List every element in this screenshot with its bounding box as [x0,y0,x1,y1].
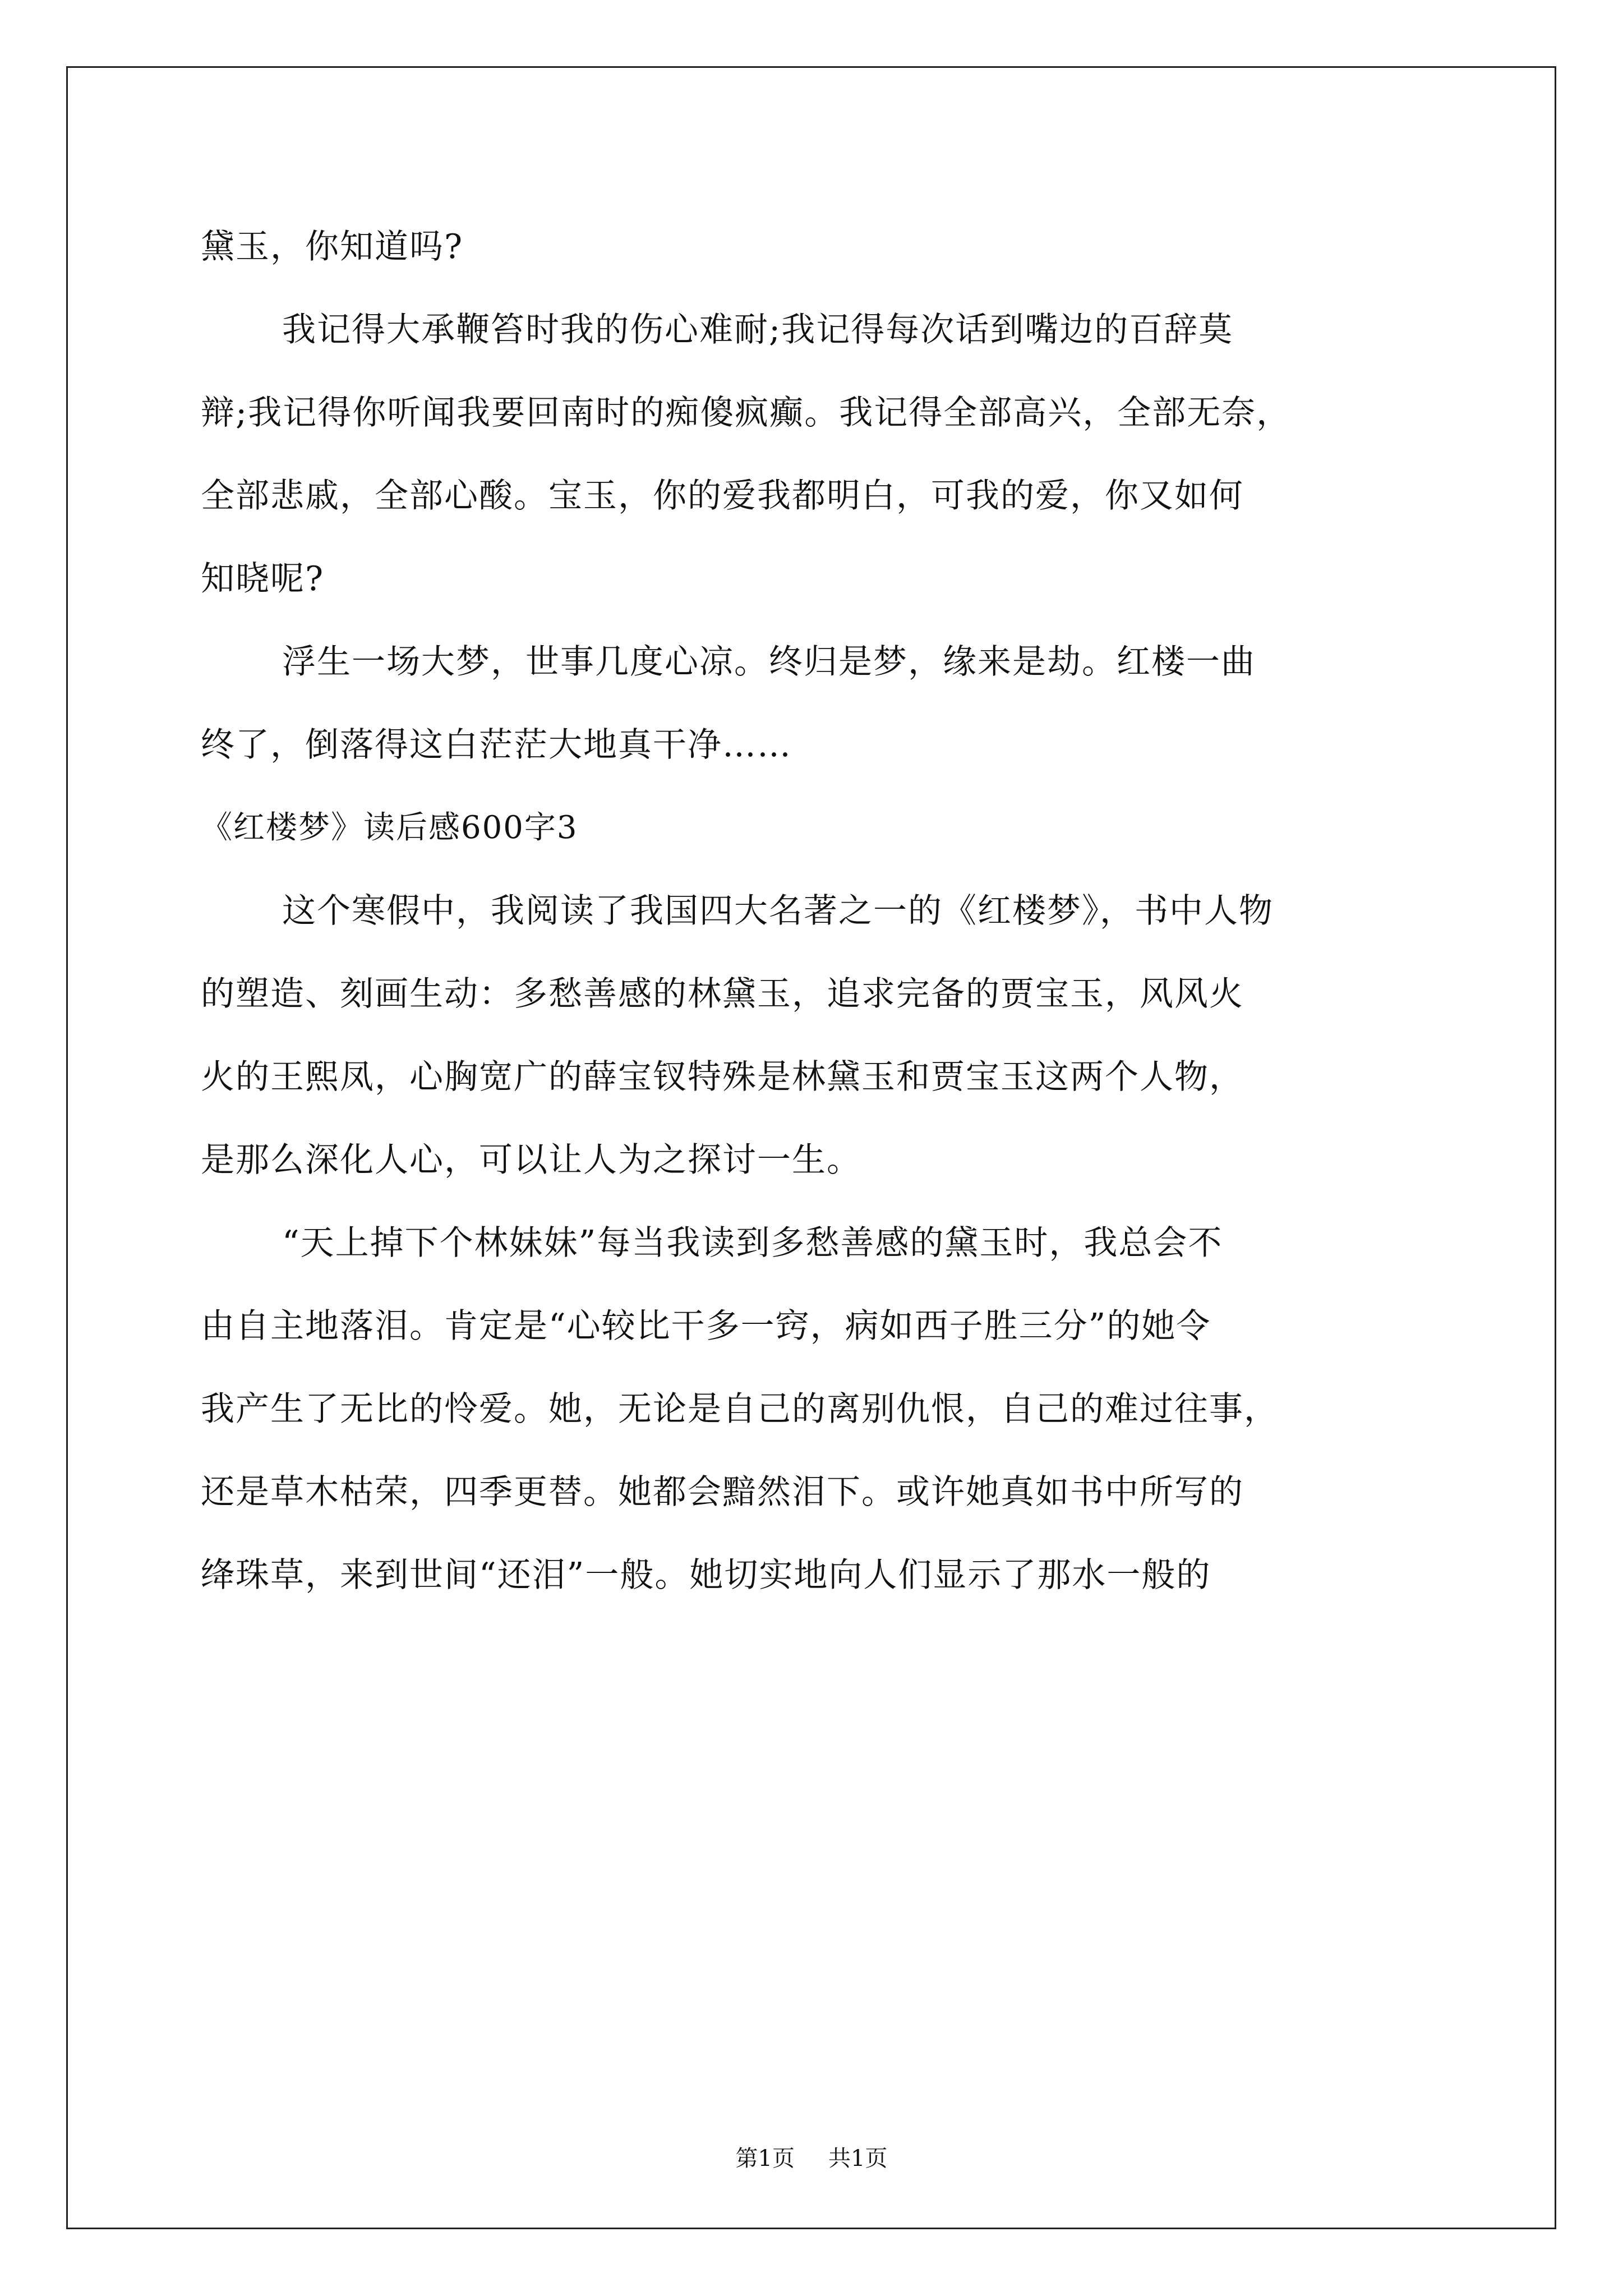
page-total: 共1页 [828,2146,888,2171]
text-line: 终了，倒落得这白茫茫大地真干净…… [201,725,792,765]
text-line: 知晓呢? [201,559,325,599]
text-line: 由自主地落泪。肯定是“心较比干多一窍，病如西子胜三分”的她令 [201,1306,1211,1346]
text-line: 黛玉，你知道吗? [201,227,464,266]
text-line: 的塑造、刻画生动：多愁善感的林黛玉，追求完备的贾宝玉，风风火 [201,974,1244,1014]
text-line: “天上掉下个林妹妹”每当我读到多愁善感的黛玉时，我总会不 [282,1223,1223,1263]
text-line: 浮生一场大梦，世事几度心凉。终归是梦，缘来是劫。红楼一曲 [282,642,1256,682]
text-line: 还是草木枯荣，四季更替。她都会黯然泪下。或许她真如书中所写的 [201,1473,1244,1512]
text-line: 辩;我记得你听闻我要回南时的痴傻疯癫。我记得全部高兴，全部无奈， [201,393,1292,432]
text-line: 这个寒假中，我阅读了我国四大名著之一的《红楼梦》，书中人物 [282,891,1274,931]
text-line: 绛珠草，来到世间“还泪”一般。她切实地向人们显示了那水一般的 [201,1556,1211,1595]
page-footer [0,2142,1623,2175]
text-line: 全部悲戚，全部心酸。宝玉，你的爱我都明白，可我的爱，你又如何 [201,476,1244,516]
section-heading: 《红楼梦》读后感600字3 [201,809,578,846]
document-body [201,213,1429,1625]
text-line: 是那么深化人心，可以让人为之探讨一生。 [201,1140,861,1180]
text-line: 火的王熙凤，心胸宽广的薛宝钗特殊是林黛玉和贾宝玉这两个人物， [201,1057,1244,1097]
text-line: 我记得大承鞭笞时我的伤心难耐;我记得每次话到嘴边的百辞莫 [282,310,1234,349]
page-number: 第1页 [735,2146,795,2171]
text-line: 我产生了无比的怜爱。她，无论是自己的离别仇恨，自己的难过往事， [201,1389,1279,1429]
